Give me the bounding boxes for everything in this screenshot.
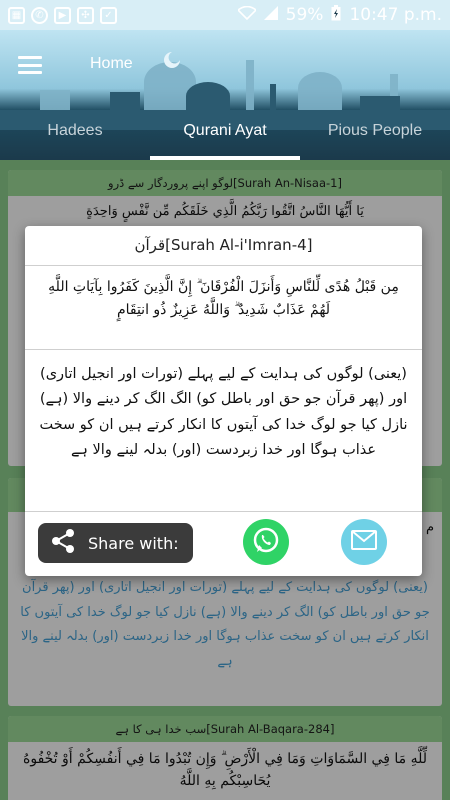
clock: 10:47 p.m.: [349, 5, 442, 25]
arabic-text: لِّلَّهِ مَا فِي السَّمَاوَاتِ وَمَا فِي الْأَرْضِ ۗ وَإِن تُبْدُوا مَا فِي أَنفُسِكُمْ أَوْ تُخْفُوهُ يُحَاسِبْكُم بِهِ اللَّهُ: [23, 751, 427, 790]
signal-icon: [264, 5, 278, 25]
share-button[interactable]: [38, 523, 193, 563]
app-icon: ✣: [77, 7, 94, 24]
email-icon: [351, 530, 377, 554]
page-title: Home: [90, 55, 133, 72]
youtube-icon: ▶: [54, 7, 71, 24]
tab-bar: [0, 115, 450, 160]
dialog-actions: [25, 512, 422, 576]
wifi-icon: [238, 5, 256, 25]
whatsapp-icon: ✆: [31, 7, 48, 24]
dialog-urdu-translation: (یعنی) لوگوں کی ہدایت کے لیے پہلے (تورات اور انجیل اتاری) اور (پھر قرآن جو حق اور باطل کو) الگ الگ کر دینے والا (ہے) نازل کیا جو لوگ خدا کی آیتوں کا انکار کرتے ہیں ان کو سخت عذاب ہوگا اور خدا زبردست (اور) بدلہ لینے والا ہے: [25, 350, 422, 512]
email-share-button[interactable]: [341, 519, 387, 565]
battery-percent: 59%: [285, 5, 324, 25]
check-icon: ✓: [100, 7, 117, 24]
tab-hadees[interactable]: Hadees: [47, 121, 103, 139]
whatsapp-icon: [251, 525, 281, 559]
share-label: Share with:: [88, 533, 179, 553]
system-indicators: [238, 5, 442, 26]
arabic-text: يَا أَيُّهَا النَّاسُ اتَّقُوا رَبَّكُمُ الَّذِي خَلَقَكُم مِّن نَّفْسٍ وَاحِدَةٍ: [86, 204, 364, 219]
gallery-icon: ▦: [8, 7, 25, 24]
battery-icon: [331, 5, 341, 26]
card-heading: لوگو اپنے پروردگار سے ڈرو[Surah An-Nisaa-1]: [8, 170, 442, 196]
status-bar: [0, 0, 450, 30]
app-header: [0, 30, 450, 160]
tab-qurani-ayat[interactable]: Qurani Ayat: [150, 115, 300, 160]
notification-icons: [8, 7, 117, 24]
dialog-arabic-text: مِن قَبْلُ هُدًى لِّلنَّاسِ وَأَنزَلَ الْفُرْقَانَ ۗ إِنَّ الَّذِينَ كَفَرُوا بِآيَاتِ اللَّهِ لَهُمْ عَذَابٌ شَدِيدٌ ۗ وَاللَّهُ عَزِيزٌ ذُو انتِقَامٍ: [25, 266, 422, 350]
whatsapp-share-button[interactable]: [243, 519, 289, 565]
share-icon: [50, 528, 76, 558]
card-heading: سب خدا ہی کا ہے[Surah Al-Baqara-284]: [8, 716, 442, 742]
arabic-text: م: [425, 520, 434, 535]
hamburger-icon: [18, 56, 42, 59]
menu-button[interactable]: [18, 56, 42, 74]
share-dialog: [25, 226, 422, 576]
urdu-translation: (یعنی) لوگوں کی ہدایت کے لیے پہلے (تورات اور انجیل اتاری) اور (پھر قرآن جو حق اور باطل کو) الگ کر دینے والا (ہے) نازل کیا جو لوگ خدا کی آیتوں کا انکار کرتے ہیں ان کو سخت عذاب ہوگا اور خدا زبردست (اور) بدلہ لینے والا ہے: [20, 580, 430, 670]
tab-pious-people[interactable]: Pious People: [327, 121, 423, 139]
dialog-title: قرآن[Surah Al-i'Imran-4]: [25, 226, 422, 266]
